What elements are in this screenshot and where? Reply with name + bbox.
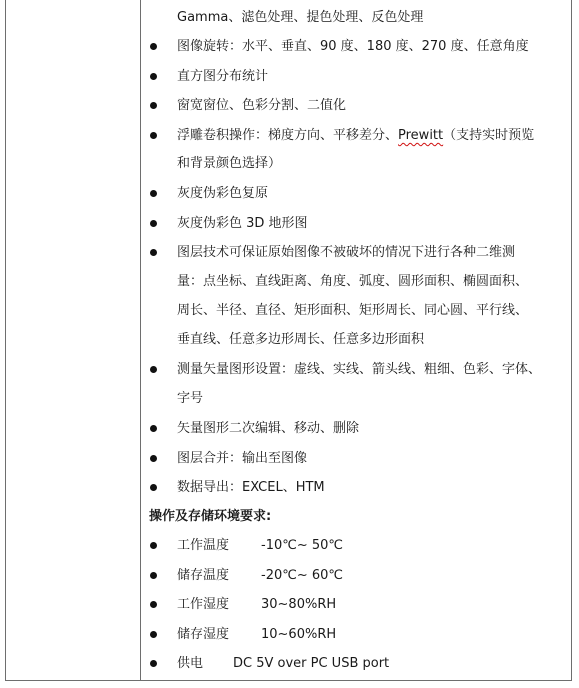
bullet-icon	[150, 660, 157, 667]
env-item-label: 储存温度	[177, 568, 230, 583]
env-item-label: 工作温度	[177, 538, 230, 553]
bullet-icon	[150, 631, 157, 638]
bullet-icon	[150, 220, 157, 227]
feature-text: 图像旋转：水平、垂直、90 度、180 度、270 度、任意角度	[177, 39, 529, 54]
bullet-icon	[150, 542, 157, 549]
feature-text: 数据导出：EXCEL、HTM	[177, 480, 325, 495]
spellcheck-underlined-word: Prewitt	[398, 128, 444, 143]
env-heading: 操作及存储环境要求:	[149, 509, 272, 524]
env-item-text	[177, 624, 336, 646]
bullet-icon	[150, 249, 157, 256]
feature-text: 和背景颜色选择）	[177, 156, 282, 171]
env-item-text	[177, 535, 343, 557]
feature-text	[177, 125, 534, 147]
bullet-icon	[150, 366, 157, 373]
feature-text: 窗宽窗位、色彩分割、二值化	[177, 98, 347, 113]
bullet-icon	[150, 73, 157, 80]
emboss-text-part2: （支持实时预览	[443, 128, 535, 143]
feature-text: 灰度伪彩色复原	[177, 186, 269, 201]
env-item-label: 储存湿度	[177, 627, 230, 642]
feature-text: Gamma、滤色处理、提色处理、反色处理	[177, 10, 424, 25]
feature-text: 灰度伪彩色 3D 地形图	[177, 216, 308, 231]
bullet-icon	[150, 190, 157, 197]
feature-text: 图层技术可保证原始图像不被破坏的情况下进行各种二维测	[177, 245, 516, 260]
env-item-label: 供电	[177, 656, 204, 671]
bullet-icon	[150, 601, 157, 608]
feature-text: 矢量图形二次编辑、移动、删除	[177, 421, 360, 436]
bullet-icon	[150, 572, 157, 579]
env-item-value: 10~60%RH	[261, 627, 337, 642]
bullet-icon	[150, 132, 157, 139]
env-item-text	[177, 594, 336, 616]
bullet-icon	[150, 425, 157, 432]
emboss-text-part1: 浮雕卷积操作：梯度方向、平移差分、	[177, 128, 399, 143]
feature-text: 垂直线、任意多边形周长、任意多边形面积	[177, 332, 425, 347]
spec-table	[5, 0, 572, 681]
spec-content-column	[141, 0, 571, 680]
env-item-text	[177, 653, 389, 675]
env-item-value: -20℃~ 60℃	[261, 568, 343, 583]
bullet-icon	[150, 484, 157, 491]
feature-text: 测量矢量图形设置：虚线、实线、箭头线、粗细、色彩、字体、	[177, 362, 542, 377]
feature-text: 图层合并：输出至图像	[177, 451, 308, 466]
env-item-value: DC 5V over PC USB port	[233, 656, 390, 671]
feature-text: 直方图分布统计	[177, 69, 269, 84]
bullet-icon	[150, 43, 157, 50]
spec-label-column	[6, 0, 141, 680]
env-item-value: 30~80%RH	[261, 597, 337, 612]
bullet-icon	[150, 455, 157, 462]
feature-text: 量：点坐标、直线距离、角度、弧度、圆形面积、椭圆面积、	[177, 274, 529, 289]
env-item-value: -10℃~ 50℃	[261, 538, 343, 553]
env-item-label: 工作湿度	[177, 597, 230, 612]
feature-text: 周长、半径、直径、矩形面积、矩形周长、同心圆、平行线、	[177, 303, 529, 318]
bullet-icon	[150, 102, 157, 109]
env-item-text	[177, 565, 343, 587]
feature-text: 字号	[177, 391, 204, 406]
